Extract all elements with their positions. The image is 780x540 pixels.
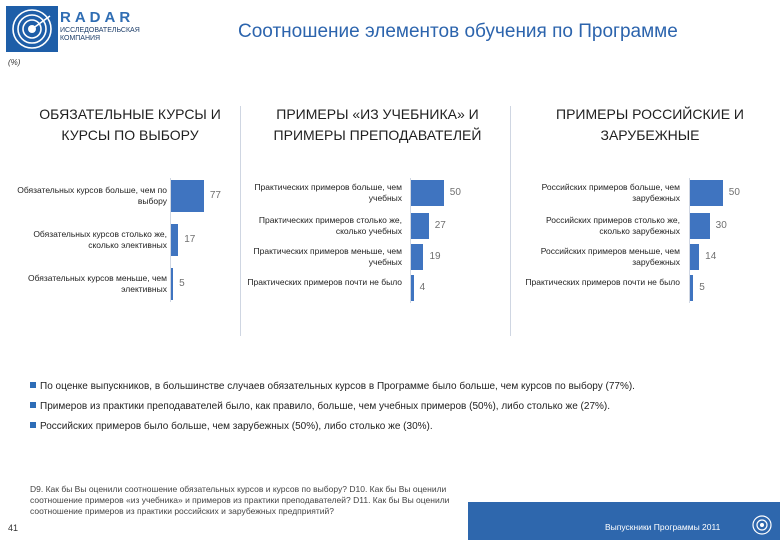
bullet-text: По оценке выпускников, в большинстве случаев обязательных курсов в Программе было больше, чем курсов по выбору (77%). [40, 381, 635, 392]
bullet-square-icon [30, 382, 36, 388]
bullet-text: Российских примеров было больше, чем зарубежных (50%), либо столько же (30%). [40, 421, 433, 432]
bar [690, 244, 699, 270]
category-label: Российских примеров столько же, сколько зарубежных [546, 215, 680, 236]
category-label: Обязательных курсов столько же, сколько элективных [33, 229, 167, 250]
data-label: 19 [429, 251, 441, 262]
data-label: 77 [209, 190, 221, 201]
category-label: Практических примеров почти не было [247, 277, 402, 287]
category-label: Практических примеров почти не было [525, 277, 680, 287]
bar [171, 224, 178, 256]
category-label: Обязательных курсов меньше, чем элективных [28, 273, 167, 294]
bullet-item [30, 377, 770, 397]
chart-title: ПРИМЕРЫ «ИЗ УЧЕБНИКА» И ПРИМЕРЫ ПРЕПОДАВАТЕЛЕЙ [273, 106, 482, 143]
category-label: Обязательных курсов больше, чем по выбору [17, 185, 167, 206]
bullet-text: Примеров из практики преподавателей было, как правило, больше, чем учебных примеров (50%), либо столько же (27%). [40, 401, 610, 412]
brand-subtitle: ИССЛЕДОВАТЕЛЬСКАЯ КОМПАНИЯ [60, 27, 140, 42]
bar [690, 180, 723, 206]
bar [411, 275, 414, 301]
bar [690, 213, 710, 239]
data-label: 30 [715, 220, 727, 231]
radar-small-icon [750, 514, 774, 536]
data-label: 5 [699, 282, 705, 293]
panel-separator [510, 106, 511, 336]
data-label: 17 [184, 234, 196, 245]
unit-label: (%) [8, 58, 21, 67]
page-title: Соотношение элементов обучения по Программе [238, 21, 678, 42]
data-label: 27 [434, 220, 446, 231]
category-label: Практических примеров больше, чем учебных [254, 182, 402, 203]
data-label: 50 [449, 187, 461, 198]
chart-title: ОБЯЗАТЕЛЬНЫЕ КУРСЫ И КУРСЫ ПО ВЫБОРУ [39, 106, 221, 143]
footer-label: Выпускники Программы 2011 [605, 522, 721, 532]
data-label: 14 [705, 251, 717, 262]
data-label: 4 [419, 282, 426, 293]
data-label: 5 [179, 278, 185, 289]
question-footnote: D9. Как бы Вы оценили соотношение обязательных курсов и курсов по выбору? D10. Как бы Вы оценили соотношение примеров «из учебника» и примеров из практики преподавателей? D11. Как бы Вы оценили соотношение примеров из практики российских и зарубежных предприятий? [30, 484, 450, 516]
brand-name: RADAR [60, 9, 135, 26]
bar [411, 213, 429, 239]
category-label: Российских примеров больше, чем зарубежных [541, 182, 680, 203]
page-number: 41 [8, 523, 19, 533]
bar [411, 180, 444, 206]
bullet-item [30, 397, 770, 417]
bullet-square-icon [30, 402, 36, 408]
category-label: Практических примеров меньше, чем учебных [253, 246, 402, 267]
footer-bar [468, 502, 780, 540]
chart-title: ПРИМЕРЫ РОССИЙСКИЕ И ЗАРУБЕЖНЫЕ [556, 106, 744, 143]
summary-bullets [30, 377, 770, 437]
bullet-item [30, 417, 770, 437]
bullet-square-icon [30, 422, 36, 428]
bar [171, 268, 173, 300]
radar-logo-icon [6, 6, 58, 52]
bar [690, 275, 693, 301]
bar [171, 180, 204, 212]
category-label: Российских примеров меньше, чем зарубежных [540, 246, 680, 267]
category-label: Практических примеров столько же, сколько учебных [258, 215, 402, 236]
data-label: 50 [728, 187, 740, 198]
bar [411, 244, 423, 270]
